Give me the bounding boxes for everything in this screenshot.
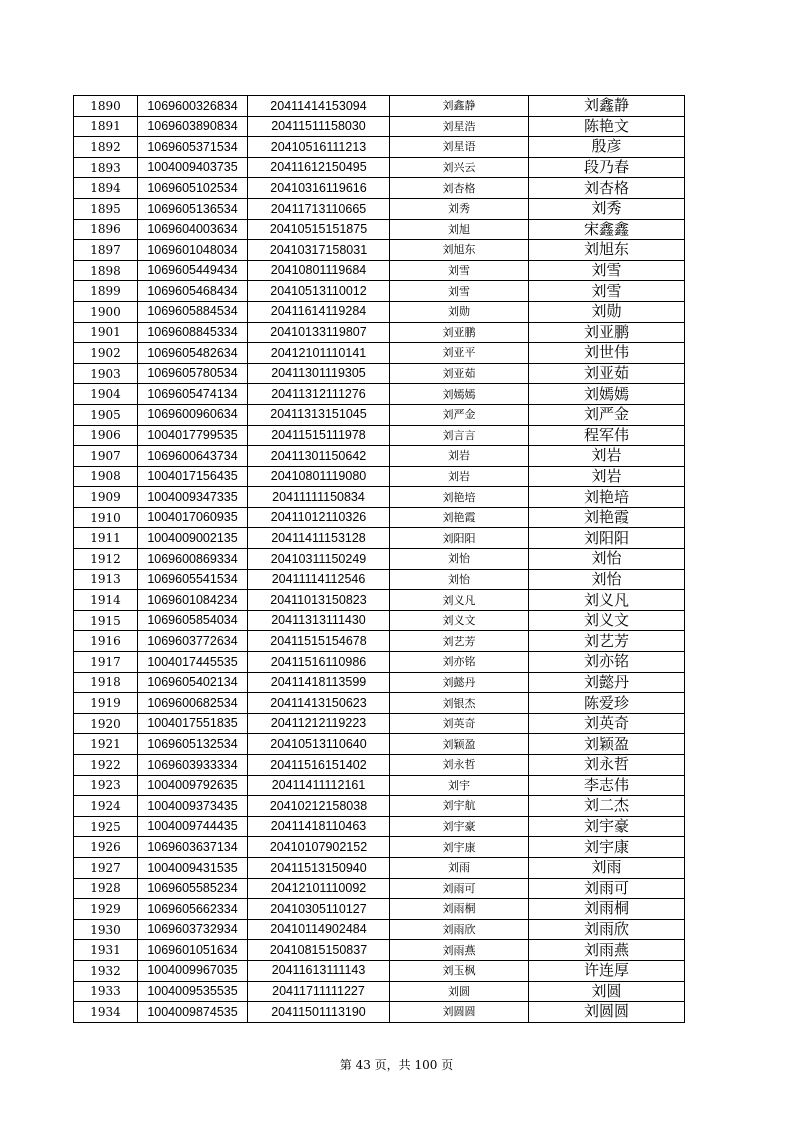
- signature-cell: 刘义文: [529, 610, 685, 631]
- row-number-cell: 1904: [74, 384, 138, 405]
- printed-name-cell: 刘雨欣: [390, 919, 529, 940]
- table-row: [74, 837, 685, 858]
- table-row: [74, 363, 685, 384]
- candidate-id-cell: 1069601048034: [138, 240, 248, 261]
- candidate-id-cell: 1069603637134: [138, 837, 248, 858]
- printed-name-cell: 刘圆圆: [390, 1002, 529, 1023]
- table-row: [74, 734, 685, 755]
- exam-ticket-cell: 20410133119807: [248, 322, 390, 343]
- signature-cell: 刘义凡: [529, 590, 685, 611]
- candidate-id-cell: 1069600643734: [138, 446, 248, 467]
- row-number-cell: 1922: [74, 755, 138, 776]
- exam-ticket-cell: 20411411153128: [248, 528, 390, 549]
- table-row: [74, 343, 685, 364]
- printed-name-cell: 刘艳培: [390, 487, 529, 508]
- row-number-cell: 1927: [74, 857, 138, 878]
- candidate-id-cell: 1004017551835: [138, 713, 248, 734]
- exam-ticket-cell: 20411612150495: [248, 157, 390, 178]
- signature-cell: 刘颖盈: [529, 734, 685, 755]
- exam-ticket-cell: 20411614119284: [248, 301, 390, 322]
- exam-ticket-cell: 20411513150940: [248, 857, 390, 878]
- printed-name-cell: 刘雪: [390, 260, 529, 281]
- table-row: [74, 590, 685, 611]
- candidate-id-cell: 1004009373435: [138, 796, 248, 817]
- exam-ticket-cell: 20411613111143: [248, 960, 390, 981]
- candidate-id-cell: 1069605136534: [138, 198, 248, 219]
- candidate-id-cell: 1069601051634: [138, 940, 248, 961]
- signature-cell: 刘阳阳: [529, 528, 685, 549]
- signature-cell: 刘宇豪: [529, 816, 685, 837]
- row-number-cell: 1894: [74, 178, 138, 199]
- printed-name-cell: 刘秀: [390, 198, 529, 219]
- table-row: [74, 528, 685, 549]
- table-row: [74, 878, 685, 899]
- candidate-id-cell: 1069600682534: [138, 693, 248, 714]
- row-number-cell: 1893: [74, 157, 138, 178]
- signature-cell: 刘鑫静: [529, 96, 685, 117]
- exam-ticket-cell: 20411516151402: [248, 755, 390, 776]
- exam-ticket-cell: 20411313111430: [248, 610, 390, 631]
- printed-name-cell: 刘岩: [390, 466, 529, 487]
- printed-name-cell: 刘亚鹏: [390, 322, 529, 343]
- printed-name-cell: 刘义凡: [390, 590, 529, 611]
- signature-cell: 李志伟: [529, 775, 685, 796]
- row-number-cell: 1918: [74, 672, 138, 693]
- table-row: [74, 487, 685, 508]
- candidate-id-cell: 1069601084234: [138, 590, 248, 611]
- printed-name-cell: 刘圆: [390, 981, 529, 1002]
- signature-cell: 刘雨桐: [529, 899, 685, 920]
- roster-table-container: [73, 95, 684, 1023]
- candidate-id-cell: 1069608845334: [138, 322, 248, 343]
- printed-name-cell: 刘亚茹: [390, 363, 529, 384]
- printed-name-cell: 刘宇豪: [390, 816, 529, 837]
- candidate-id-cell: 1069605132534: [138, 734, 248, 755]
- printed-name-cell: 刘艺芳: [390, 631, 529, 652]
- table-row: [74, 775, 685, 796]
- printed-name-cell: 刘宇: [390, 775, 529, 796]
- printed-name-cell: 刘岩: [390, 446, 529, 467]
- table-row: [74, 178, 685, 199]
- exam-ticket-cell: 20411516110986: [248, 652, 390, 673]
- signature-cell: 陈爱珍: [529, 693, 685, 714]
- signature-cell: 刘雨欣: [529, 919, 685, 940]
- table-row: [74, 240, 685, 261]
- exam-ticket-cell: 20411411112161: [248, 775, 390, 796]
- table-row: [74, 610, 685, 631]
- exam-ticket-cell: 20410305110127: [248, 899, 390, 920]
- table-row: [74, 157, 685, 178]
- page-footer: 第 43 页，共 100 页: [339, 1058, 454, 1072]
- row-number-cell: 1892: [74, 137, 138, 158]
- table-row: [74, 404, 685, 425]
- exam-ticket-cell: 20411301119305: [248, 363, 390, 384]
- exam-ticket-cell: 20410212158038: [248, 796, 390, 817]
- candidate-id-cell: 1069605102534: [138, 178, 248, 199]
- exam-ticket-cell: 20411501113190: [248, 1002, 390, 1023]
- candidate-id-cell: 1004009792635: [138, 775, 248, 796]
- table-row: [74, 652, 685, 673]
- table-row: [74, 322, 685, 343]
- candidate-id-cell: 1004009403735: [138, 157, 248, 178]
- roster-table: [73, 95, 685, 1023]
- table-row: [74, 137, 685, 158]
- signature-cell: 刘嫣嫣: [529, 384, 685, 405]
- table-row: [74, 796, 685, 817]
- exam-ticket-cell: 20412101110141: [248, 343, 390, 364]
- signature-cell: 刘亚鹏: [529, 322, 685, 343]
- row-number-cell: 1906: [74, 425, 138, 446]
- exam-ticket-cell: 20411013150823: [248, 590, 390, 611]
- row-number-cell: 1901: [74, 322, 138, 343]
- candidate-id-cell: 1069603890834: [138, 116, 248, 137]
- row-number-cell: 1915: [74, 610, 138, 631]
- printed-name-cell: 刘亚平: [390, 343, 529, 364]
- table-row: [74, 631, 685, 652]
- printed-name-cell: 刘颖盈: [390, 734, 529, 755]
- signature-cell: 宋鑫鑫: [529, 219, 685, 240]
- row-number-cell: 1914: [74, 590, 138, 611]
- printed-name-cell: 刘英奇: [390, 713, 529, 734]
- candidate-id-cell: 1069600960634: [138, 404, 248, 425]
- row-number-cell: 1932: [74, 960, 138, 981]
- row-number-cell: 1924: [74, 796, 138, 817]
- signature-cell: 刘圆: [529, 981, 685, 1002]
- candidate-id-cell: 1004009535535: [138, 981, 248, 1002]
- printed-name-cell: 刘星浩: [390, 116, 529, 137]
- table-row: [74, 466, 685, 487]
- signature-cell: 刘艳霞: [529, 507, 685, 528]
- exam-ticket-cell: 20411114112546: [248, 569, 390, 590]
- exam-ticket-cell: 20410515151875: [248, 219, 390, 240]
- candidate-id-cell: 1004017060935: [138, 507, 248, 528]
- signature-cell: 刘雨燕: [529, 940, 685, 961]
- signature-cell: 刘圆圆: [529, 1002, 685, 1023]
- candidate-id-cell: 1004017799535: [138, 425, 248, 446]
- signature-cell: 段乃春: [529, 157, 685, 178]
- signature-cell: 刘永哲: [529, 755, 685, 776]
- signature-cell: 刘宇康: [529, 837, 685, 858]
- printed-name-cell: 刘雨桐: [390, 899, 529, 920]
- signature-cell: 刘怡: [529, 549, 685, 570]
- exam-ticket-cell: 20410317158031: [248, 240, 390, 261]
- row-number-cell: 1897: [74, 240, 138, 261]
- printed-name-cell: 刘嫣嫣: [390, 384, 529, 405]
- exam-ticket-cell: 20411313151045: [248, 404, 390, 425]
- candidate-id-cell: 1069605449434: [138, 260, 248, 281]
- row-number-cell: 1911: [74, 528, 138, 549]
- candidate-id-cell: 1069605854034: [138, 610, 248, 631]
- candidate-id-cell: 1069605402134: [138, 672, 248, 693]
- exam-ticket-cell: 20411301150642: [248, 446, 390, 467]
- row-number-cell: 1910: [74, 507, 138, 528]
- signature-cell: 刘杏格: [529, 178, 685, 199]
- row-number-cell: 1920: [74, 713, 138, 734]
- exam-ticket-cell: 20410815150837: [248, 940, 390, 961]
- printed-name-cell: 刘旭: [390, 219, 529, 240]
- exam-ticket-cell: 20410801119684: [248, 260, 390, 281]
- table-row: [74, 198, 685, 219]
- candidate-id-cell: 1069605474134: [138, 384, 248, 405]
- signature-cell: 刘怡: [529, 569, 685, 590]
- candidate-id-cell: 1069600869334: [138, 549, 248, 570]
- row-number-cell: 1908: [74, 466, 138, 487]
- table-row: [74, 816, 685, 837]
- table-row: [74, 384, 685, 405]
- exam-ticket-cell: 20411418113599: [248, 672, 390, 693]
- table-row: [74, 116, 685, 137]
- row-number-cell: 1934: [74, 1002, 138, 1023]
- row-number-cell: 1933: [74, 981, 138, 1002]
- candidate-id-cell: 1004009002135: [138, 528, 248, 549]
- table-row: [74, 919, 685, 940]
- candidate-id-cell: 1069603732934: [138, 919, 248, 940]
- row-number-cell: 1900: [74, 301, 138, 322]
- exam-ticket-cell: 20411711111227: [248, 981, 390, 1002]
- candidate-id-cell: 1069605884534: [138, 301, 248, 322]
- candidate-id-cell: 1069603933334: [138, 755, 248, 776]
- signature-cell: 刘艳培: [529, 487, 685, 508]
- signature-cell: 刘世伟: [529, 343, 685, 364]
- printed-name-cell: 刘星语: [390, 137, 529, 158]
- printed-name-cell: 刘言言: [390, 425, 529, 446]
- table-row: [74, 260, 685, 281]
- printed-name-cell: 刘阳阳: [390, 528, 529, 549]
- row-number-cell: 1928: [74, 878, 138, 899]
- candidate-id-cell: 1069604003634: [138, 219, 248, 240]
- candidate-id-cell: 1069603772634: [138, 631, 248, 652]
- table-row: [74, 857, 685, 878]
- signature-cell: 刘懿丹: [529, 672, 685, 693]
- signature-cell: 殷彦: [529, 137, 685, 158]
- exam-ticket-cell: 20411111150834: [248, 487, 390, 508]
- candidate-id-cell: 1069605585234: [138, 878, 248, 899]
- row-number-cell: 1931: [74, 940, 138, 961]
- row-number-cell: 1903: [74, 363, 138, 384]
- candidate-id-cell: 1069605482634: [138, 343, 248, 364]
- roster-table-body: [74, 96, 685, 1023]
- candidate-id-cell: 1004009347335: [138, 487, 248, 508]
- signature-cell: 许连厚: [529, 960, 685, 981]
- signature-cell: 刘亦铭: [529, 652, 685, 673]
- row-number-cell: 1891: [74, 116, 138, 137]
- exam-ticket-cell: 20411713110665: [248, 198, 390, 219]
- row-number-cell: 1896: [74, 219, 138, 240]
- signature-cell: 程军伟: [529, 425, 685, 446]
- row-number-cell: 1905: [74, 404, 138, 425]
- signature-cell: 刘岩: [529, 446, 685, 467]
- row-number-cell: 1925: [74, 816, 138, 837]
- candidate-id-cell: 1004017156435: [138, 466, 248, 487]
- candidate-id-cell: 1069605662334: [138, 899, 248, 920]
- table-row: [74, 446, 685, 467]
- candidate-id-cell: 1004009744435: [138, 816, 248, 837]
- row-number-cell: 1902: [74, 343, 138, 364]
- printed-name-cell: 刘艳霞: [390, 507, 529, 528]
- row-number-cell: 1921: [74, 734, 138, 755]
- exam-ticket-cell: 20411414153094: [248, 96, 390, 117]
- exam-ticket-cell: 20412101110092: [248, 878, 390, 899]
- exam-ticket-cell: 20411418110463: [248, 816, 390, 837]
- candidate-id-cell: 1069605468434: [138, 281, 248, 302]
- exam-ticket-cell: 20410513110640: [248, 734, 390, 755]
- row-number-cell: 1912: [74, 549, 138, 570]
- table-row: [74, 713, 685, 734]
- table-row: [74, 569, 685, 590]
- row-number-cell: 1899: [74, 281, 138, 302]
- printed-name-cell: 刘雨: [390, 857, 529, 878]
- row-number-cell: 1917: [74, 652, 138, 673]
- row-number-cell: 1890: [74, 96, 138, 117]
- signature-cell: 刘雪: [529, 281, 685, 302]
- table-row: [74, 507, 685, 528]
- candidate-id-cell: 1004017445535: [138, 652, 248, 673]
- row-number-cell: 1926: [74, 837, 138, 858]
- table-row: [74, 755, 685, 776]
- printed-name-cell: 刘怡: [390, 549, 529, 570]
- signature-cell: 刘亚茹: [529, 363, 685, 384]
- exam-ticket-cell: 20411212119223: [248, 713, 390, 734]
- table-row: [74, 96, 685, 117]
- printed-name-cell: 刘勋: [390, 301, 529, 322]
- printed-name-cell: 刘兴云: [390, 157, 529, 178]
- exam-ticket-cell: 20410801119080: [248, 466, 390, 487]
- candidate-id-cell: 1004009431535: [138, 857, 248, 878]
- table-row: [74, 672, 685, 693]
- exam-ticket-cell: 20411515154678: [248, 631, 390, 652]
- signature-cell: 刘雨: [529, 857, 685, 878]
- exam-ticket-cell: 20410316119616: [248, 178, 390, 199]
- exam-ticket-cell: 20410311150249: [248, 549, 390, 570]
- printed-name-cell: 刘雨燕: [390, 940, 529, 961]
- printed-name-cell: 刘玉枫: [390, 960, 529, 981]
- row-number-cell: 1930: [74, 919, 138, 940]
- exam-ticket-cell: 20410513110012: [248, 281, 390, 302]
- row-number-cell: 1919: [74, 693, 138, 714]
- signature-cell: 刘旭东: [529, 240, 685, 261]
- table-row: [74, 549, 685, 570]
- table-row: [74, 1002, 685, 1023]
- exam-ticket-cell: 20411012110326: [248, 507, 390, 528]
- exam-ticket-cell: 20411413150623: [248, 693, 390, 714]
- candidate-id-cell: 1069600326834: [138, 96, 248, 117]
- printed-name-cell: 刘雪: [390, 281, 529, 302]
- row-number-cell: 1895: [74, 198, 138, 219]
- signature-cell: 刘雪: [529, 260, 685, 281]
- exam-ticket-cell: 20410107902152: [248, 837, 390, 858]
- row-number-cell: 1898: [74, 260, 138, 281]
- candidate-id-cell: 1004009874535: [138, 1002, 248, 1023]
- printed-name-cell: 刘鑫静: [390, 96, 529, 117]
- signature-cell: 刘艺芳: [529, 631, 685, 652]
- printed-name-cell: 刘严金: [390, 404, 529, 425]
- printed-name-cell: 刘银杰: [390, 693, 529, 714]
- exam-ticket-cell: 20410516111213: [248, 137, 390, 158]
- printed-name-cell: 刘永哲: [390, 755, 529, 776]
- exam-ticket-cell: 20411511158030: [248, 116, 390, 137]
- printed-name-cell: 刘宇航: [390, 796, 529, 817]
- row-number-cell: 1913: [74, 569, 138, 590]
- signature-cell: 刘英奇: [529, 713, 685, 734]
- printed-name-cell: 刘雨可: [390, 878, 529, 899]
- row-number-cell: 1909: [74, 487, 138, 508]
- signature-cell: 刘秀: [529, 198, 685, 219]
- exam-ticket-cell: 20411312111276: [248, 384, 390, 405]
- table-row: [74, 940, 685, 961]
- table-row: [74, 281, 685, 302]
- row-number-cell: 1916: [74, 631, 138, 652]
- table-row: [74, 219, 685, 240]
- table-row: [74, 301, 685, 322]
- printed-name-cell: 刘义文: [390, 610, 529, 631]
- table-row: [74, 425, 685, 446]
- table-row: [74, 899, 685, 920]
- row-number-cell: 1923: [74, 775, 138, 796]
- exam-ticket-cell: 20410114902484: [248, 919, 390, 940]
- printed-name-cell: 刘宇康: [390, 837, 529, 858]
- signature-cell: 刘雨可: [529, 878, 685, 899]
- row-number-cell: 1929: [74, 899, 138, 920]
- printed-name-cell: 刘旭东: [390, 240, 529, 261]
- printed-name-cell: 刘怡: [390, 569, 529, 590]
- printed-name-cell: 刘亦铭: [390, 652, 529, 673]
- candidate-id-cell: 1004009967035: [138, 960, 248, 981]
- signature-cell: 刘岩: [529, 466, 685, 487]
- signature-cell: 陈艳文: [529, 116, 685, 137]
- signature-cell: 刘二杰: [529, 796, 685, 817]
- table-row: [74, 981, 685, 1002]
- table-row: [74, 960, 685, 981]
- row-number-cell: 1907: [74, 446, 138, 467]
- signature-cell: 刘勋: [529, 301, 685, 322]
- exam-ticket-cell: 20411515111978: [248, 425, 390, 446]
- candidate-id-cell: 1069605371534: [138, 137, 248, 158]
- candidate-id-cell: 1069605541534: [138, 569, 248, 590]
- signature-cell: 刘严金: [529, 404, 685, 425]
- printed-name-cell: 刘懿丹: [390, 672, 529, 693]
- candidate-id-cell: 1069605780534: [138, 363, 248, 384]
- printed-name-cell: 刘杏格: [390, 178, 529, 199]
- table-row: [74, 693, 685, 714]
